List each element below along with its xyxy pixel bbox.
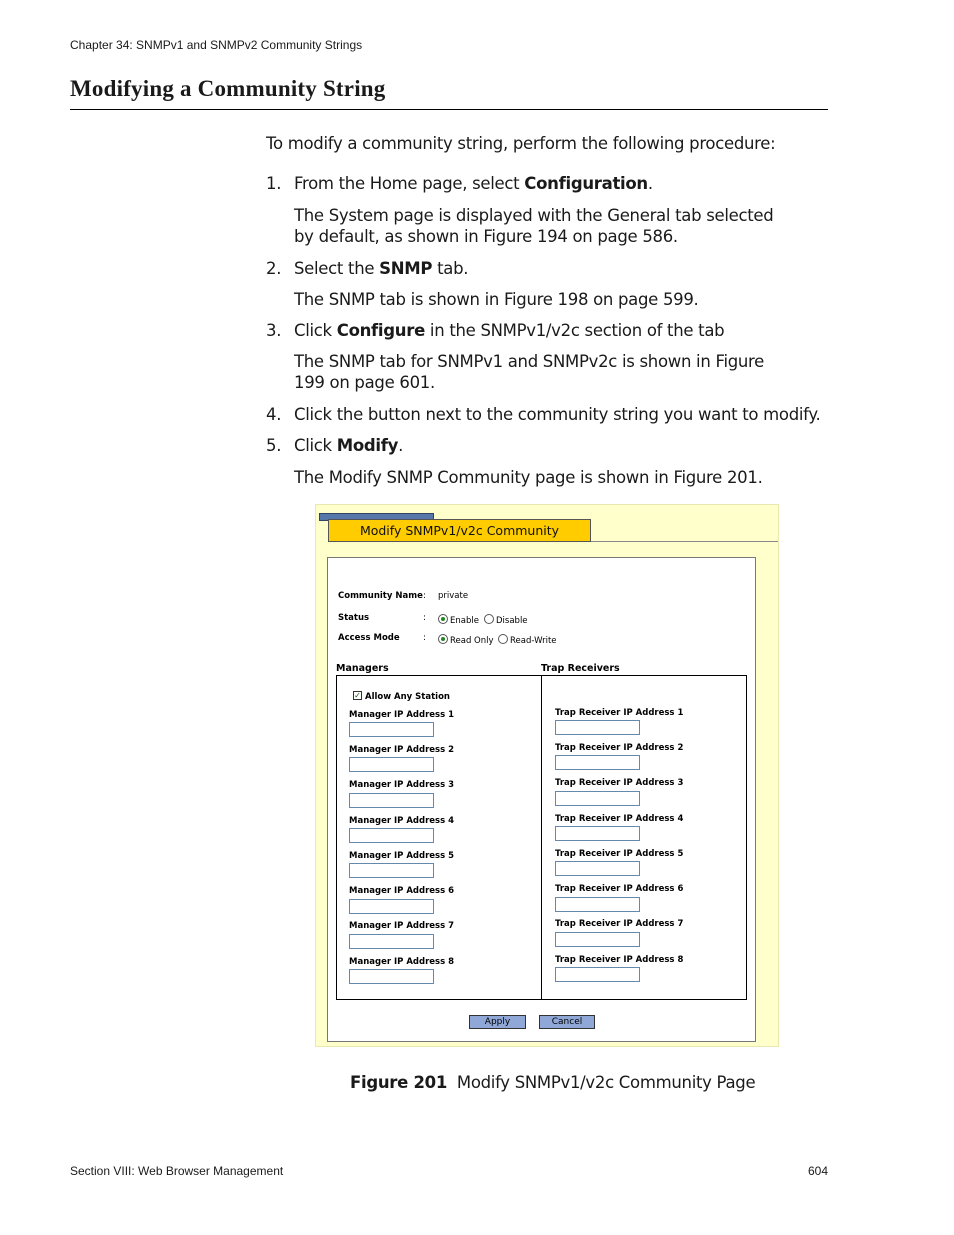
- trap-receiver-ip-label: Trap Receiver IP Address 6: [555, 884, 684, 894]
- trap-receiver-ip-input[interactable]: [555, 755, 640, 770]
- status-disable-radio[interactable]: Disable: [484, 614, 528, 626]
- trap-receivers-header: Trap Receivers: [541, 663, 620, 674]
- trap-receiver-ip-label: Trap Receiver IP Address 8: [555, 955, 684, 965]
- title-rule: [70, 109, 828, 110]
- manager-ip-input[interactable]: [349, 969, 434, 984]
- community-name-label: Community Name: [338, 591, 423, 601]
- radio-selected-icon: [438, 614, 448, 624]
- radio-selected-icon: [438, 634, 448, 644]
- step-note: The System page is displayed with the General tab selected by default, as shown in Figure 194 on page 586.: [294, 206, 774, 246]
- status-enable-radio[interactable]: Enable: [438, 614, 479, 626]
- step-number: 1.: [266, 174, 282, 193]
- cancel-button[interactable]: Cancel: [539, 1015, 595, 1029]
- manager-ip-label: Manager IP Address 1: [349, 710, 455, 720]
- trap-receiver-ip-label: Trap Receiver IP Address 3: [555, 778, 684, 788]
- manager-ip-label: Manager IP Address 7: [349, 921, 455, 931]
- access-read-write-radio[interactable]: Read-Write: [498, 634, 557, 646]
- tab-modify-community[interactable]: Modify SNMPv1/v2c Community: [328, 519, 591, 542]
- radio-icon: [498, 634, 508, 644]
- manager-ip-label: Manager IP Address 8: [349, 957, 455, 967]
- manager-ip-input[interactable]: [349, 793, 434, 808]
- manager-ip-input[interactable]: [349, 722, 434, 737]
- trap-receiver-ip-input[interactable]: [555, 861, 640, 876]
- page-number: 604: [808, 1164, 829, 1178]
- addresses-divider: [541, 676, 542, 999]
- allow-any-station-label: Allow Any Station: [365, 692, 450, 702]
- section-title: Modifying a Community String: [70, 76, 386, 101]
- step-text: From the Home page, select Configuration.: [294, 174, 653, 193]
- community-name-value: private: [438, 591, 469, 601]
- manager-ip-input[interactable]: [349, 863, 434, 878]
- manager-ip-label: Manager IP Address 3: [349, 780, 455, 790]
- trap-receiver-ip-input[interactable]: [555, 720, 640, 735]
- manager-ip-label: Manager IP Address 2: [349, 745, 455, 755]
- step-note: The SNMP tab for SNMPv1 and SNMPv2c is shown in Figure 199 on page 601.: [294, 352, 765, 392]
- allow-any-station-checkbox[interactable]: ✓: [354, 691, 361, 700]
- apply-button[interactable]: Apply: [469, 1015, 526, 1029]
- figure-caption-text: Modify SNMPv1/v2c Community Page: [456, 1073, 756, 1092]
- intro-paragraph: To modify a community string, perform the following procedure:: [266, 134, 776, 153]
- trap-receiver-ip-input[interactable]: [555, 932, 640, 947]
- step-note: The SNMP tab is shown in Figure 198 on page 599.: [294, 290, 699, 309]
- figure-caption: [350, 1073, 755, 1092]
- running-header: Chapter 34: SNMPv1 and SNMPv2 Community Strings: [70, 38, 363, 52]
- step-text: Click Modify.: [294, 436, 404, 455]
- manager-ip-label: Manager IP Address 6: [349, 886, 455, 896]
- status-label: Status: [338, 613, 370, 623]
- manager-ip-input[interactable]: [349, 828, 434, 843]
- footer-section: Section VIII: Web Browser Management: [70, 1164, 284, 1178]
- trap-receiver-ip-label: Trap Receiver IP Address 2: [555, 743, 684, 753]
- manager-ip-label: Manager IP Address 4: [349, 816, 455, 826]
- managers-header: Managers: [336, 663, 389, 674]
- access-mode-label: Access Mode: [338, 633, 400, 643]
- manager-ip-input[interactable]: [349, 934, 434, 949]
- figure-caption-label: Figure 201: [350, 1073, 447, 1092]
- manager-ip-label: Manager IP Address 5: [349, 851, 455, 861]
- step-number: 2.: [266, 259, 282, 278]
- step-text: Click Configure in the SNMPv1/v2c section of the tab: [294, 321, 725, 340]
- colon: :: [423, 633, 426, 643]
- step-note: The Modify SNMP Community page is shown in Figure 201.: [294, 468, 763, 487]
- tab-underline: [591, 541, 778, 542]
- step-number: 3.: [266, 321, 282, 340]
- colon: :: [423, 591, 426, 601]
- trap-receiver-ip-label: Trap Receiver IP Address 4: [555, 814, 684, 824]
- trap-receiver-ip-input[interactable]: [555, 967, 640, 982]
- step-text: Select the SNMP tab.: [294, 259, 469, 278]
- colon: :: [423, 613, 426, 623]
- trap-receiver-ip-input[interactable]: [555, 897, 640, 912]
- trap-receiver-ip-input[interactable]: [555, 826, 640, 841]
- trap-receiver-ip-label: Trap Receiver IP Address 5: [555, 849, 684, 859]
- trap-receiver-ip-input[interactable]: [555, 791, 640, 806]
- trap-receiver-ip-label: Trap Receiver IP Address 7: [555, 919, 684, 929]
- access-read-only-radio[interactable]: Read Only: [438, 634, 494, 646]
- step-number: 5.: [266, 436, 282, 455]
- manager-ip-input[interactable]: [349, 899, 434, 914]
- radio-icon: [484, 614, 494, 624]
- manager-ip-input[interactable]: [349, 757, 434, 772]
- trap-receiver-ip-label: Trap Receiver IP Address 1: [555, 708, 684, 718]
- step-text: Click the button next to the community string you want to modify.: [294, 405, 821, 424]
- step-number: 4.: [266, 405, 282, 424]
